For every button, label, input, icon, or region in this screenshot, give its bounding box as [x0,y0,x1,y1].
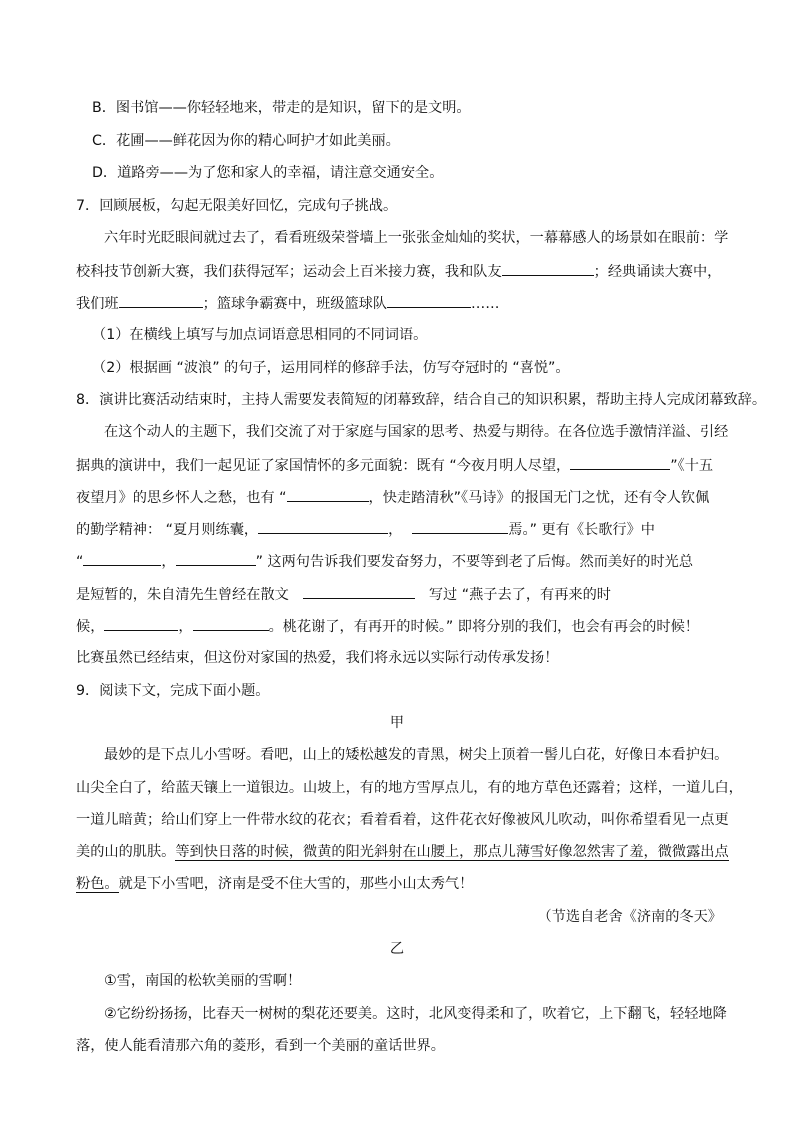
q7-text: 我们班 [76,296,119,312]
answer-blank[interactable] [387,293,471,308]
jia-line3: 一道儿暗黄；给山们穿上一件带水纹的花衣；看着看着，这件花衣好像被风儿吹动，叫你希望看见一点更 [76,812,729,828]
jia-text: 美的山的肌肤。 [76,844,176,860]
q8-line7 [76,616,699,637]
q8-text: ”《十五 [670,458,714,474]
yi-line1: ①雪，南国的松软美丽的雪啊！ [104,973,302,989]
option-d: D．道路旁——为了您和家人的幸福，请注意交通安全。 [92,165,444,181]
answer-blank[interactable] [104,616,178,631]
answer-blank[interactable] [570,455,670,470]
yi-line3: 落，使人能看清那六角的菱形，看到一个美丽的童话世界。 [76,1038,445,1054]
jia-underlined-sentence: 粉色。 [76,876,119,892]
question-8-stem: 8．演讲比赛活动结束时，主持人需要发表简短的闭幕致辞，结合自己的知识积累，帮助主持人完成闭幕致辞。 [76,392,767,408]
q8-line3 [76,487,709,508]
q8-text: 。桃花谢了，有再开的时候。” 即将分别的我们，也会有再会的时候！ [268,619,699,635]
answer-blank[interactable] [83,551,161,566]
q8-text: ” 这两句告诉我们要发奋努力，不要等到老了后悔。然而美好的时光总 [255,554,694,570]
answer-blank[interactable] [119,293,203,308]
passage-yi-title: 乙 [389,941,405,957]
q8-text: “ [76,554,84,570]
q7-paragraph-line2 [76,261,721,282]
q7-text: …… [471,296,500,312]
q8-line5 [76,551,693,572]
q8-text: 夜望月》的思乡怀人之愁，也有 “ [76,490,287,506]
answer-blank[interactable] [193,616,269,631]
q8-text: ， [161,554,176,570]
option-b: B．图书馆——你轻轻地来，带走的是知识，留下的是文明。 [92,100,471,116]
answer-blank[interactable] [287,487,369,502]
q7-text: ；经典诵读大赛中， [593,264,722,280]
q8-line6 [76,584,611,605]
q7-text: 校科技节创新大赛，我们获得冠军；运动会上百米接力赛，我和队友 [76,264,502,280]
q7-paragraph-line3 [76,293,499,314]
question-7-stem: 7．回顾展板，勾起无限美好回忆，完成句子挑战。 [76,198,398,214]
q7-sub-question-1: （1）在横线上填写与加点词语意思相同的不同词语。 [92,327,428,343]
q7-paragraph-line1: 六年时光眨眼间就过去了，看看班级荣誉墙上一张张金灿灿的奖状，一幕幕感人的场景如在眼前：学 [104,230,729,246]
q8-text: ， [388,522,403,538]
q8-line8: 比赛虽然已经结束，但这份对家国的热爱，我们将永远以实际行动传承发扬！ [76,650,559,666]
answer-blank[interactable] [176,551,256,566]
jia-underlined-sentence: 等到快日落的时候，微黄的阳光斜射在山腰上，那点儿薄雪好像忽然害了羞，微微露出点 [175,844,729,860]
passage-source: （节选自老舍《济南的冬天》 [537,909,722,925]
answer-blank[interactable] [303,584,415,599]
option-c: C．花圃——鲜花因为你的精心呵护才如此美丽。 [92,133,400,149]
jia-line4 [76,842,729,862]
jia-line1: 最妙的是下点儿小雪呀。看吧，山上的矮松越发的青黑，树尖上顶着一髻儿白花，好像日本看护妇。 [104,747,729,763]
answer-blank[interactable] [502,261,594,276]
q8-text: ，快走踏清秋”《马诗》的报国无门之忧，还有令人钦佩 [368,490,710,506]
answer-blank[interactable] [412,519,508,534]
q8-text: 焉。” 更有《长歌行》中 [508,522,655,538]
q7-text: ；篮球争霸赛中，班级篮球队 [202,296,388,312]
answer-blank[interactable] [258,519,388,534]
jia-text: 就是下小雪吧，济南是受不住大雪的，那些小山太秀气！ [118,876,474,892]
q8-text: 的勤学精神： “夏月则练囊， [76,522,259,538]
jia-line2: 山尖全白了，给蓝天镶上一道银边。山坡上，有的地方雪厚点儿，有的地方草色还露着；这样，一道儿白， [76,780,743,796]
q8-text: 候， [76,619,105,635]
q8-text: 写过 “燕子去了，有再来的时 [428,587,611,603]
jia-line5 [76,874,473,894]
yi-line2: ②它纷纷扬扬，比春天一树树的梨花还要美。这时，北风变得柔和了，吹着它，上下翻飞，轻轻地降 [104,1006,727,1022]
passage-jia-title: 甲 [389,715,405,731]
q8-line4 [76,519,655,540]
q7-sub-question-2: （2）根据画 “波浪” 的句子，运用同样的修辞手法，仿写夺冠时的 “喜悦”。 [92,360,570,376]
q8-text: 据典的演讲中，我们一起见证了家国情怀的多元面貌：既有 “今夜月明人尽望， [76,458,571,474]
q8-line2 [76,455,713,476]
question-9-stem: 9．阅读下文，完成下面小题。 [76,683,270,699]
q8-line1: 在这个动人的主题下，我们交流了对于家庭与国家的思考、热爱与期待。在各位选手激情洋溢、引经 [104,424,729,440]
q8-text: ， [178,619,193,635]
q8-text: 是短暂的，朱自清先生曾经在散文 [76,587,289,603]
